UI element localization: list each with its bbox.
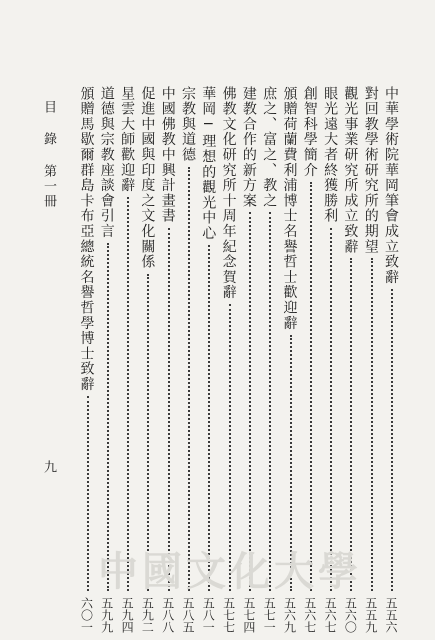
entry-page: 五九二 [140,597,155,633]
entry-title: 眼光遠大者終獲勝利 [322,86,339,224]
entry-title: 道德與宗教座談會引言 [98,86,115,239]
entry-page: 五八八 [160,597,175,633]
entry-title: 華岡─理想的觀光中心 [200,86,217,241]
leader-dots [371,258,373,591]
toc-entry [117,86,139,633]
side-header: 目 錄 第一冊 [41,100,56,209]
entry-page: 六〇一 [79,597,94,633]
entry-title: 促進中國與印度之文化關係 [139,86,156,270]
toc-entry [320,86,342,633]
toc-entry [300,86,322,633]
leader-dots [391,289,393,591]
entry-page: 五七一 [262,597,277,633]
entry-title: 佛教文化研究所十周年紀念賀辭 [220,86,237,301]
toc-entry [97,86,119,633]
leader-dots [208,245,210,591]
entry-page: 五五九 [363,597,378,633]
leader-dots [249,212,251,591]
entry-page: 五八五 [181,597,195,633]
watermark: 中國文化大學 [98,549,362,595]
entry-page: 五六九 [282,597,297,633]
entry-page: 五八一 [201,597,216,633]
entry-title: 中華學術院華岡筆會成立致辭 [383,86,399,285]
entry-page: 五九四 [120,597,135,633]
leader-dots [330,228,332,591]
leader-dots [229,304,231,591]
toc-entry [239,86,261,633]
entry-title: 對回教學術研究所的期望 [362,86,379,255]
entry-page: 五六〇 [343,597,358,633]
entry-title: 宗教與道德 [180,86,196,163]
toc-entry [158,86,180,633]
leader-dots [87,396,89,591]
entry-title: 頒贈馬歇爾群島卡布亞總統名譽哲學博士致辭 [78,86,95,392]
entry-page: 五六七 [323,597,338,633]
toc-entry [219,86,241,633]
entry-page: 五九九 [99,597,114,633]
leader-dots [168,228,170,591]
entry-title: 星雲大師歡迎辭 [119,86,136,194]
toc-entry [259,86,281,633]
entry-page: 五六七 [302,597,317,633]
leader-dots [350,258,352,591]
entry-title: 建教合作的新方案 [240,86,257,209]
leader-dots [269,212,271,591]
toc-entry [178,86,200,633]
entry-title: 中國佛教中興計畫書 [159,86,176,224]
leader-dots [310,182,312,591]
toc-entry [198,86,220,633]
entry-title: 頒贈荷蘭費利浦博士名譽哲士歡迎辭 [281,86,298,331]
toc-entry [381,86,403,633]
toc-entry [77,86,99,633]
toc-entry [361,86,383,633]
entry-title: 觀光事業研究所成立致辭 [342,86,359,255]
entry-title: 庶之、富之、教之 [261,86,278,209]
leader-dots [147,274,149,591]
toc-entry [137,86,159,633]
leader-dots [107,243,109,591]
entry-page: 五七四 [241,597,256,633]
leader-dots [127,197,129,591]
page-number: 九 [41,460,56,473]
toc-entry [280,86,302,633]
entry-page: 五七七 [221,597,236,633]
toc-entry [340,86,362,633]
leader-dots [290,335,292,591]
leader-dots [188,167,190,592]
entry-page: 五五六 [384,597,398,633]
entry-title: 創智科學簡介 [301,86,318,178]
